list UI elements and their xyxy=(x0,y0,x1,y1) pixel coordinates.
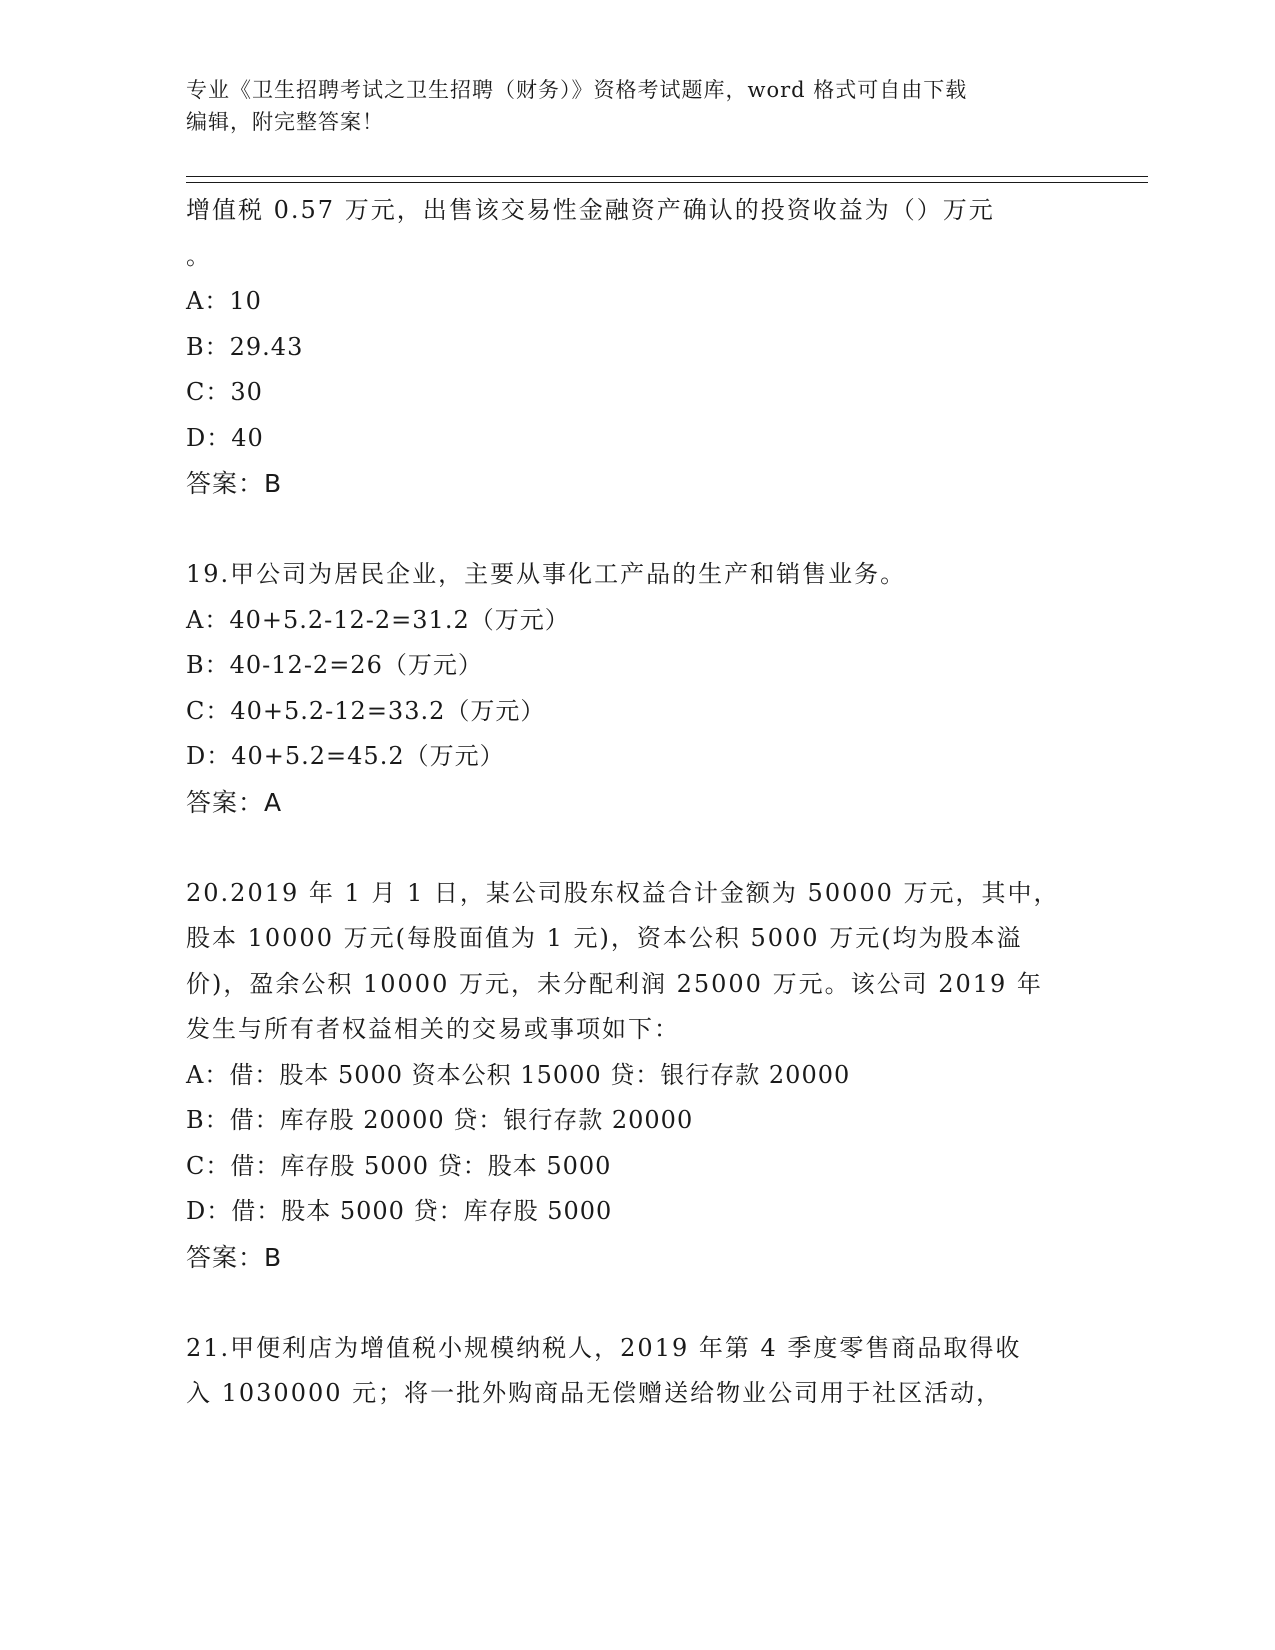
question-18-option-a: A：10 xyxy=(186,287,262,315)
question-19 xyxy=(186,552,1086,825)
question-19-option-c: C：40+5.2-12=33.2（万元） xyxy=(186,696,546,725)
question-20-option-b: B：借：库存股 20000 贷：银行存款 20000 xyxy=(186,1106,694,1134)
header-rule-bottom xyxy=(186,182,1148,183)
question-19-answer: 答案：A xyxy=(186,787,283,817)
header-line-1: 专业《卫生招聘考试之卫生招聘（财务）》资格考试题库，word 格式可自由下载 xyxy=(186,78,968,102)
question-21 xyxy=(186,1326,1086,1417)
question-18-option-b: B：29.43 xyxy=(186,332,304,361)
spacer xyxy=(186,507,1086,553)
question-20-stem-line-1: 20.2019 年 1 月 1 日，某公司股东权益合计金额为 50000 万元，其中， xyxy=(186,878,1060,907)
question-20-stem-line-2: 股本 10000 万元(每股面值为 1 元)，资本公积 5000 万元(均为股本溢 xyxy=(186,924,1023,952)
question-20-option-c: C：借：库存股 5000 贷：股本 5000 xyxy=(186,1151,612,1180)
question-list xyxy=(186,188,1086,1417)
question-19-option-b: B：40-12-2=26（万元） xyxy=(186,651,483,679)
question-21-stem-line-2: 入 1030000 元；将一批外购商品无偿赠送给物业公司用于社区活动， xyxy=(186,1379,1003,1407)
header-rule-top xyxy=(186,176,1148,177)
question-18-option-c: C：30 xyxy=(186,378,263,406)
question-20-stem-line-4: 发生与所有者权益相关的交易或事项如下： xyxy=(186,1015,680,1043)
question-21-stem-line-1: 21.甲便利店为增值税小规模纳税人，2019 年第 4 季度零售商品取得收 xyxy=(186,1333,1022,1362)
header-line-2: 编辑，附完整答案！ xyxy=(186,110,384,134)
question-19-option-a: A：40+5.2-12-2=31.2（万元） xyxy=(186,605,570,634)
document-header xyxy=(186,74,1086,138)
question-18-option-d: D：40 xyxy=(186,423,264,452)
spacer xyxy=(186,1280,1086,1326)
question-20-option-d: D：借：股本 5000 贷：库存股 5000 xyxy=(186,1197,613,1225)
question-19-option-d: D：40+5.2=45.2（万元） xyxy=(186,742,505,770)
question-18 xyxy=(186,188,1086,507)
question-20 xyxy=(186,871,1086,1281)
question-20-stem-line-3: 价)，盈余公积 10000 万元，未分配利润 25000 万元。该公司 2019 年 xyxy=(186,969,1043,998)
question-18-stem-line-2: 。 xyxy=(186,241,211,270)
question-18-stem-line-1: 增值税 0.57 万元，出售该交易性金融资产确认的投资收益为（）万元 xyxy=(186,196,995,224)
question-20-option-a: A：借：股本 5000 资本公积 15000 贷：银行存款 20000 xyxy=(186,1060,851,1089)
question-18-answer: 答案：B xyxy=(186,469,283,498)
question-19-stem-line-1: 19.甲公司为居民企业，主要从事化工产品的生产和销售业务。 xyxy=(186,560,907,588)
spacer xyxy=(186,825,1086,871)
question-20-answer: 答案：B xyxy=(186,1242,283,1272)
